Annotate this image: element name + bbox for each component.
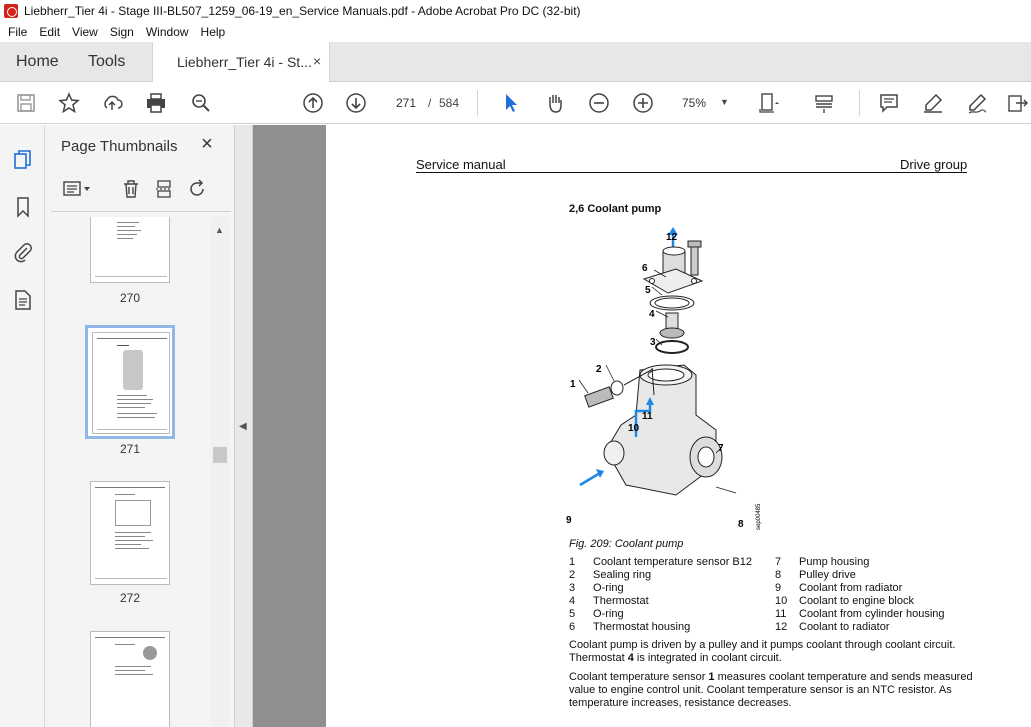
zoom-out-icon[interactable] xyxy=(587,91,611,115)
toolbar-divider xyxy=(477,90,478,116)
main-toolbar xyxy=(0,82,1031,124)
legend-number: 5 xyxy=(569,608,576,620)
page-number-input[interactable] xyxy=(388,92,424,114)
legend-text: Coolant to engine block xyxy=(799,595,914,607)
sign-icon[interactable] xyxy=(965,91,989,115)
thumbnail-page-273[interactable] xyxy=(90,631,170,727)
legend-number: 3 xyxy=(569,582,576,594)
legend-number: 9 xyxy=(775,582,782,594)
legend-row xyxy=(569,595,989,608)
close-tab-icon[interactable]: × xyxy=(313,53,322,69)
thumbnail-page-272[interactable] xyxy=(90,481,170,585)
panel-divider xyxy=(51,211,231,212)
panel-toolbar xyxy=(45,169,235,209)
zoom-value: 75% xyxy=(682,96,707,110)
extract-page-icon[interactable] xyxy=(152,177,176,201)
select-cursor-icon[interactable] xyxy=(499,91,523,115)
callout-11: 11 xyxy=(642,411,653,422)
legend-text: O-ring xyxy=(593,608,624,620)
page-total: 584 xyxy=(439,96,460,110)
callout-4: 4 xyxy=(649,309,655,320)
chevron-down-icon: ▼ xyxy=(720,97,729,107)
thumbnail-label: 270 xyxy=(119,291,141,305)
document-viewer[interactable] xyxy=(253,125,1031,727)
pdf-page xyxy=(326,125,1031,727)
thumbnail-options-icon[interactable] xyxy=(59,177,95,201)
print-icon[interactable] xyxy=(144,91,168,115)
callout-2: 2 xyxy=(596,364,602,375)
section-title: 2,6 Coolant pump xyxy=(569,203,662,215)
bookmark-star-icon[interactable] xyxy=(57,91,81,115)
bookmarks-icon[interactable] xyxy=(10,194,36,220)
legend-number: 4 xyxy=(569,595,576,607)
close-panel-icon[interactable]: × xyxy=(201,133,213,155)
panel-title: Page Thumbnails xyxy=(61,138,178,155)
legend-text: O-ring xyxy=(593,582,624,594)
toolbar-divider xyxy=(859,90,860,116)
menu-window[interactable]: Window xyxy=(145,25,189,39)
thumbnail-panel xyxy=(45,125,235,727)
scrollbar-thumb[interactable] xyxy=(213,447,227,463)
tab-tools[interactable]: Tools xyxy=(88,53,126,70)
thumbnail-label: 272 xyxy=(119,591,141,605)
callout-10: 10 xyxy=(628,423,640,434)
document-properties-icon[interactable] xyxy=(10,287,36,313)
legend-row xyxy=(569,582,989,595)
legend-number: 8 xyxy=(775,569,782,581)
save-icon[interactable] xyxy=(14,91,38,115)
zoom-search-icon[interactable] xyxy=(189,91,213,115)
zoom-select[interactable] xyxy=(674,91,736,115)
thumbnail-label: 271 xyxy=(119,442,141,456)
legend-number: 1 xyxy=(569,556,576,568)
attachments-icon[interactable] xyxy=(10,240,36,266)
callout-12: 12 xyxy=(666,232,678,243)
legend-number: 6 xyxy=(569,621,576,633)
legend-number: 7 xyxy=(775,556,782,568)
callout-8: 8 xyxy=(738,519,744,530)
legend-text: Thermostat xyxy=(593,595,649,607)
figure-caption: Fig. 209: Coolant pump xyxy=(569,538,684,550)
figure-legend xyxy=(569,556,989,634)
legend-number: 12 xyxy=(775,621,788,633)
legend-row xyxy=(569,569,989,582)
menu-view[interactable]: View xyxy=(72,25,98,39)
callout-7: 7 xyxy=(718,443,724,454)
legend-row xyxy=(569,556,989,569)
legend-text: Coolant from cylinder housing xyxy=(799,608,945,620)
thumbnail-scrollbar[interactable] xyxy=(211,217,229,727)
page-thumbnails-icon[interactable] xyxy=(10,147,36,173)
thumbnail-list xyxy=(45,217,210,727)
page-separator: / xyxy=(428,96,432,110)
legend-text: Coolant temperature sensor B12 xyxy=(593,556,752,568)
tab-home[interactable]: Home xyxy=(16,53,59,70)
header-rule xyxy=(416,172,967,173)
tab-row xyxy=(0,42,1031,82)
figure-code: sep00485 xyxy=(756,503,762,530)
legend-row xyxy=(569,621,989,634)
export-icon[interactable] xyxy=(1005,91,1029,115)
left-rail xyxy=(0,125,45,727)
legend-text: Pump housing xyxy=(799,556,870,568)
highlight-icon[interactable] xyxy=(921,91,945,115)
callout-5: 5 xyxy=(645,285,651,296)
paragraph-pump: Coolant pump is driven by a pulley and it pumps coolant through coolant circuit. Thermostat 4 is integrated in coolant circuit. xyxy=(569,639,956,664)
legend-number: 11 xyxy=(775,608,787,620)
page-header-left: Service manual xyxy=(416,157,506,172)
callout-9: 9 xyxy=(566,515,572,526)
legend-text: Pulley drive xyxy=(799,569,856,581)
window-title: Liebherr_Tier 4i - Stage III-BL507_1259_06-19_en_Service Manuals.pdf - Adobe Acrobat Pro DC (32-bit) xyxy=(24,4,581,18)
chevron-left-icon: ◀ xyxy=(239,421,247,432)
fit-page-icon[interactable] xyxy=(757,91,781,115)
legend-text: Sealing ring xyxy=(593,569,652,581)
coolant-pump-diagram xyxy=(566,225,776,535)
menu-sign[interactable]: Sign xyxy=(109,25,134,39)
upload-icon[interactable] xyxy=(100,91,124,115)
title-bar xyxy=(0,0,1031,22)
page-header-right: Drive group xyxy=(900,157,968,172)
menu-file[interactable]: File xyxy=(8,25,28,39)
thumbnail-page-271[interactable] xyxy=(85,325,175,439)
thumbnail-page-270[interactable] xyxy=(90,217,170,283)
acrobat-logo-icon xyxy=(4,4,18,18)
hand-tool-icon[interactable] xyxy=(543,91,567,115)
callout-6: 6 xyxy=(642,263,648,274)
legend-number: 2 xyxy=(569,569,576,581)
zoom-in-icon[interactable] xyxy=(631,91,655,115)
callout-1: 1 xyxy=(570,379,576,390)
callout-3: 3 xyxy=(650,337,656,348)
rotate-page-icon[interactable] xyxy=(186,177,210,201)
legend-text: Coolant from radiator xyxy=(799,582,903,594)
prev-page-icon[interactable] xyxy=(301,91,325,115)
menu-edit[interactable]: Edit xyxy=(39,25,61,39)
delete-page-icon[interactable] xyxy=(119,177,143,201)
scroll-up-icon[interactable]: ▲ xyxy=(215,225,224,235)
menu-help[interactable]: Help xyxy=(200,25,226,39)
next-page-icon[interactable] xyxy=(344,91,368,115)
legend-text: Thermostat housing xyxy=(593,621,691,633)
legend-text: Coolant to radiator xyxy=(799,621,890,633)
panel-collapse-handle[interactable] xyxy=(235,125,253,727)
legend-row xyxy=(569,608,989,621)
tab-document[interactable] xyxy=(152,42,330,82)
comment-icon[interactable] xyxy=(877,91,901,115)
scroll-mode-icon[interactable] xyxy=(812,91,836,115)
paragraph-sensor: Coolant temperature sensor 1 measures coolant temperature and sends measured value to engine control unit. Coolant temperature sensor is an NTC resistor. As temperature increases, resistance decreases. xyxy=(569,671,973,709)
tab-document-label: Liebherr_Tier 4i - St... xyxy=(177,54,312,70)
legend-number: 10 xyxy=(775,595,788,607)
menu-bar xyxy=(0,22,1031,42)
